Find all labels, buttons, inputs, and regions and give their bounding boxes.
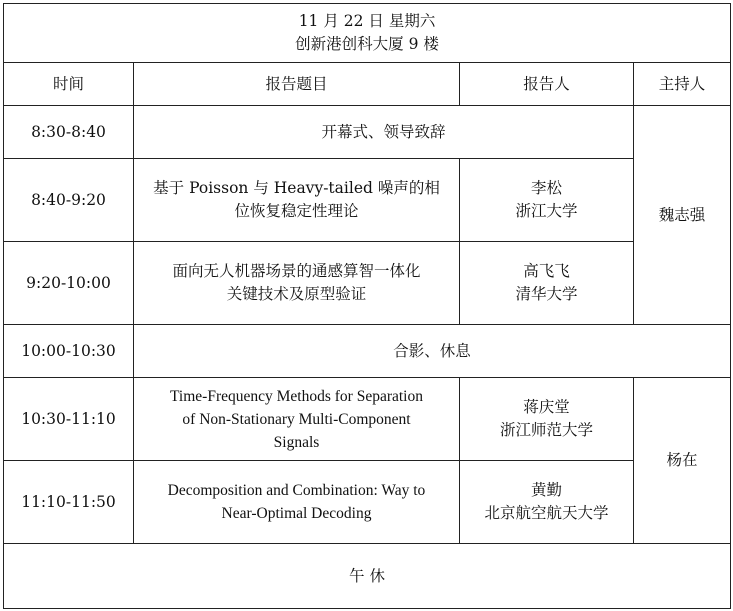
title-line: Decomposition and Combination: Way to — [167, 482, 426, 499]
speaker-name: 高飞飞 — [523, 262, 570, 280]
title-cell — [134, 242, 460, 325]
time-cell: 10:00-10:30 — [4, 325, 134, 378]
date-line: 11 月 22 日 星期六 — [298, 12, 436, 30]
col-header-speaker: 报告人 — [460, 63, 634, 106]
title-line: of Non-Stationary Multi-Component — [182, 410, 411, 428]
speaker-cell — [460, 378, 634, 461]
schedule-header — [4, 4, 731, 63]
speaker-affiliation: 浙江大学 — [515, 202, 578, 220]
lunch-row — [4, 544, 731, 609]
time-cell: 8:40-9:20 — [4, 159, 134, 242]
title-cell — [134, 461, 460, 544]
host-cell: 魏志强 — [634, 106, 731, 325]
speaker-cell — [460, 159, 634, 242]
title-line: 基于 Poisson 与 Heavy-tailed 噪声的相 — [153, 179, 440, 197]
title-cell: 合影、休息 — [134, 325, 731, 378]
table-row — [4, 159, 731, 242]
title-cell: 开幕式、领导致辞 — [134, 106, 634, 159]
title-line: 位恢复稳定性理论 — [234, 202, 359, 220]
table-row — [4, 461, 731, 544]
speaker-affiliation: 清华大学 — [515, 285, 578, 303]
time-cell: 11:10-11:50 — [4, 461, 134, 544]
col-header-title: 报告题目 — [134, 63, 460, 106]
title-line: Near-Optimal Decoding — [221, 505, 372, 522]
table-row — [4, 378, 731, 461]
speaker-affiliation: 浙江师范大学 — [499, 421, 593, 439]
speaker-cell — [460, 242, 634, 325]
title-line: 面向无人机器场景的通感算智一体化 — [172, 262, 421, 280]
lunch-cell: 午 休 — [4, 544, 731, 609]
table-row — [4, 106, 731, 159]
speaker-affiliation: 北京航空航天大学 — [484, 504, 609, 522]
title-cell — [134, 159, 460, 242]
speaker-name: 蒋庆堂 — [523, 398, 570, 416]
title-line: 关键技术及原型验证 — [226, 285, 367, 303]
time-cell: 9:20-10:00 — [4, 242, 134, 325]
title-line: Time-Frequency Methods for Separation — [170, 387, 423, 405]
schedule-table — [3, 3, 731, 609]
title-cell — [134, 378, 460, 461]
schedule-header-row — [4, 4, 731, 63]
title-line: Signals — [273, 433, 320, 451]
table-row — [4, 242, 731, 325]
speaker-name: 黄勤 — [530, 481, 562, 499]
col-header-time: 时间 — [4, 63, 134, 106]
col-header-host: 主持人 — [634, 63, 731, 106]
venue-line: 创新港创科大厦 9 楼 — [295, 35, 439, 53]
time-cell: 10:30-11:10 — [4, 378, 134, 461]
column-header-row — [4, 63, 731, 106]
time-cell: 8:30-8:40 — [4, 106, 134, 159]
speaker-name: 李松 — [530, 179, 562, 197]
table-row — [4, 325, 731, 378]
host-cell: 杨在 — [634, 378, 731, 544]
speaker-cell — [460, 461, 634, 544]
